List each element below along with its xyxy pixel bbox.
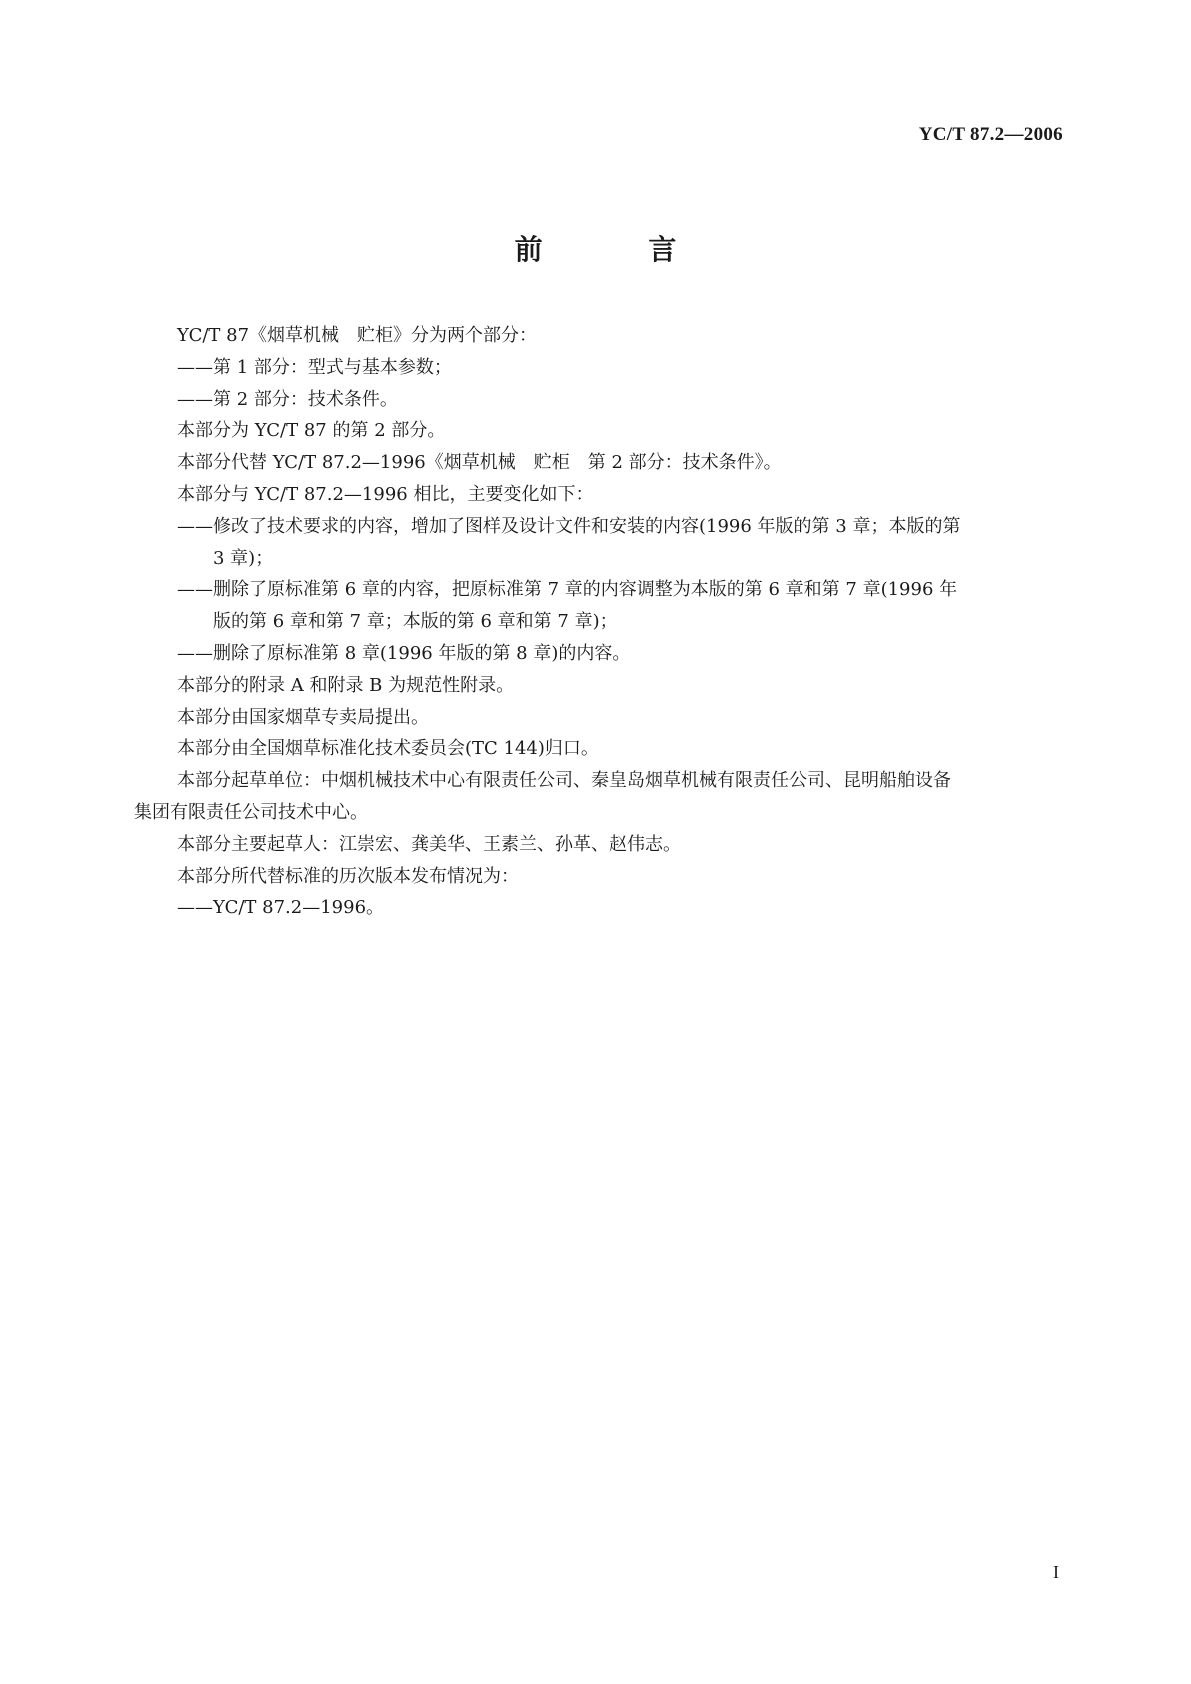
list-item-part-2: ——第 2 部分：技术条件。 xyxy=(177,388,398,410)
list-item-change-1-line2: 3 章)； xyxy=(213,547,274,569)
paragraph-drafting-units xyxy=(134,765,1064,829)
list-item-change-2 xyxy=(134,574,1064,638)
paragraph-parts-intro: YC/T 87《烟草机械 贮柜》分为两个部分： xyxy=(177,325,538,346)
standard-number-header: YC/T 87.2—2006 xyxy=(918,124,1063,145)
paragraph-appendices: 本部分的附录 A 和附录 B 为规范性附录。 xyxy=(177,674,515,696)
paragraph-centralized-by: 本部分由全国烟草标准化技术委员会(TC 144)归口。 xyxy=(177,738,599,760)
page-title: 前 言 xyxy=(514,233,725,266)
paragraph-replaces: 本部分代替 YC/T 87.2—1996《烟草机械 贮柜 第 2 部分：技术条件》。 xyxy=(177,452,782,474)
page-number: I xyxy=(1053,1562,1059,1582)
list-item-change-1-line1: ——修改了技术要求的内容，增加了图样及设计文件和安装的内容(1996 年版的第 3 章；本版的第 xyxy=(177,515,961,537)
foreword-body xyxy=(134,320,1064,924)
list-item-part-1: ——第 1 部分：型式与基本参数； xyxy=(177,356,452,378)
list-item-change-3: ——删除了原标准第 8 章(1996 年版的第 8 章)的内容。 xyxy=(177,642,631,664)
paragraph-drafters: 本部分主要起草人：江崇宏、龚美华、王素兰、孙革、赵伟志。 xyxy=(177,833,681,855)
list-item-change-2-line1: ——删除了原标准第 6 章的内容，把原标准第 7 章的内容调整为本版的第 6 章和第 7 章(1996 年 xyxy=(177,579,958,601)
paragraph-drafting-units-line1: 本部分起草单位：中烟机械技术中心有限责任公司、秦皇岛烟草机械有限责任公司、昆明船舶设备 xyxy=(177,770,951,792)
list-item-change-2-line2: 版的第 6 章和第 7 章；本版的第 6 章和第 7 章)； xyxy=(213,611,618,633)
paragraph-drafting-units-line2: 集团有限责任公司技术中心。 xyxy=(134,801,368,823)
list-item-change-1 xyxy=(134,511,1064,575)
paragraph-changes-intro: 本部分与 YC/T 87.2—1996 相比，主要变化如下： xyxy=(177,483,594,505)
paragraph-this-part: 本部分为 YC/T 87 的第 2 部分。 xyxy=(177,420,446,442)
list-item-history-version: ——YC/T 87.2—1996。 xyxy=(177,897,385,919)
paragraph-history-intro: 本部分所代替标准的历次版本发布情况为： xyxy=(177,865,519,887)
paragraph-proposed-by: 本部分由国家烟草专卖局提出。 xyxy=(177,706,429,728)
